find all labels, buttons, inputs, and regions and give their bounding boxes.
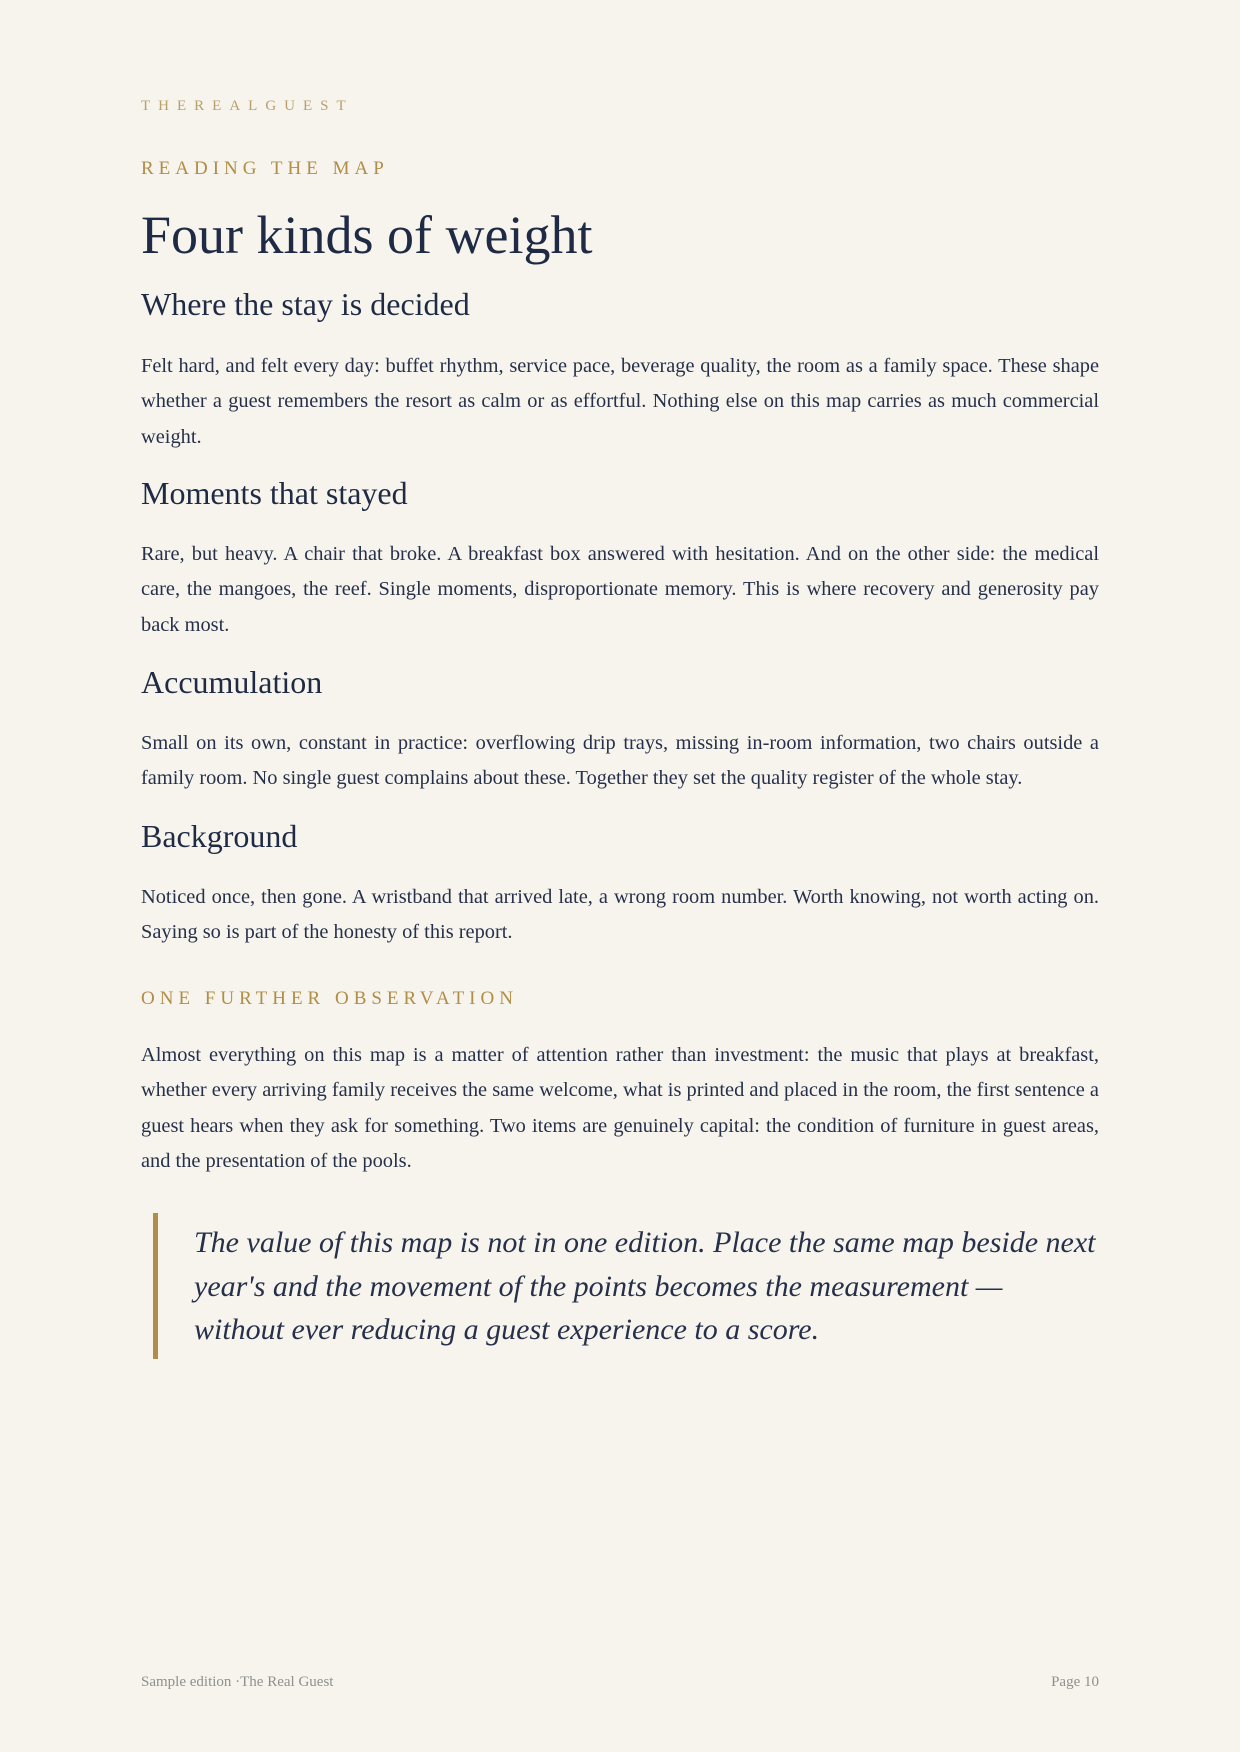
section-heading-where-stay-decided: Where the stay is decided [141, 286, 470, 322]
section-kicker: READING THE MAP [141, 158, 389, 179]
footer-page-number: Page 10 [1051, 1674, 1099, 1690]
section-body-moments-stayed: Rare, but heavy. A chair that broke. A breakfast box answered with hesitation. And on the other side: the medical care, the mangoes, the reef. Single moments, disproportionate memory. This is where recovery and generosity pay back most. [141, 543, 1099, 636]
section-body-where-stay-decided: Felt hard, and felt every day: buffet rhythm, service pace, beverage quality, the room as a family space. These shape whether a guest remembers the resort as calm or as effortful. Nothing else on this map carries as much commercial weight. [141, 355, 1099, 448]
observation-label: ONE FURTHER OBSERVATION [141, 988, 518, 1009]
section-heading-accumulation: Accumulation [141, 664, 323, 700]
section-heading-background: Background [141, 818, 298, 854]
section-body-accumulation: Small on its own, constant in practice: overflowing drip trays, missing in-room information, two chairs outside a family room. No single guest complains about these. Together they set the quality register of the whole stay. [141, 732, 1099, 790]
brand-wordmark: THEREALGUEST [141, 98, 354, 114]
section-heading-moments-stayed: Moments that stayed [141, 475, 408, 511]
footer-edition: Sample edition ·The Real Guest [141, 1674, 334, 1690]
page-title: Four kinds of weight [141, 205, 593, 265]
section-body-background: Noticed once, then gone. A wristband that arrived late, a wrong room number. Worth knowing, not worth acting on. Saying so is part of the honesty of this report. [141, 886, 1099, 944]
pull-quote-text: The value of this map is not in one edition. Place the same map beside next year's and the movement of the points becomes the measurement — without ever reducing a guest experience to a score. [194, 1226, 1096, 1346]
pull-quote [153, 1213, 1099, 1359]
observation-body: Almost everything on this map is a matter of attention rather than investment: the music that plays at breakfast, whether every arriving family receives the same welcome, what is printed and placed in the room, the first sentence a guest hears when they ask for something. Two items are genuinely capital: the condition of furniture in guest areas, and the presentation of the pools. [141, 1044, 1099, 1172]
